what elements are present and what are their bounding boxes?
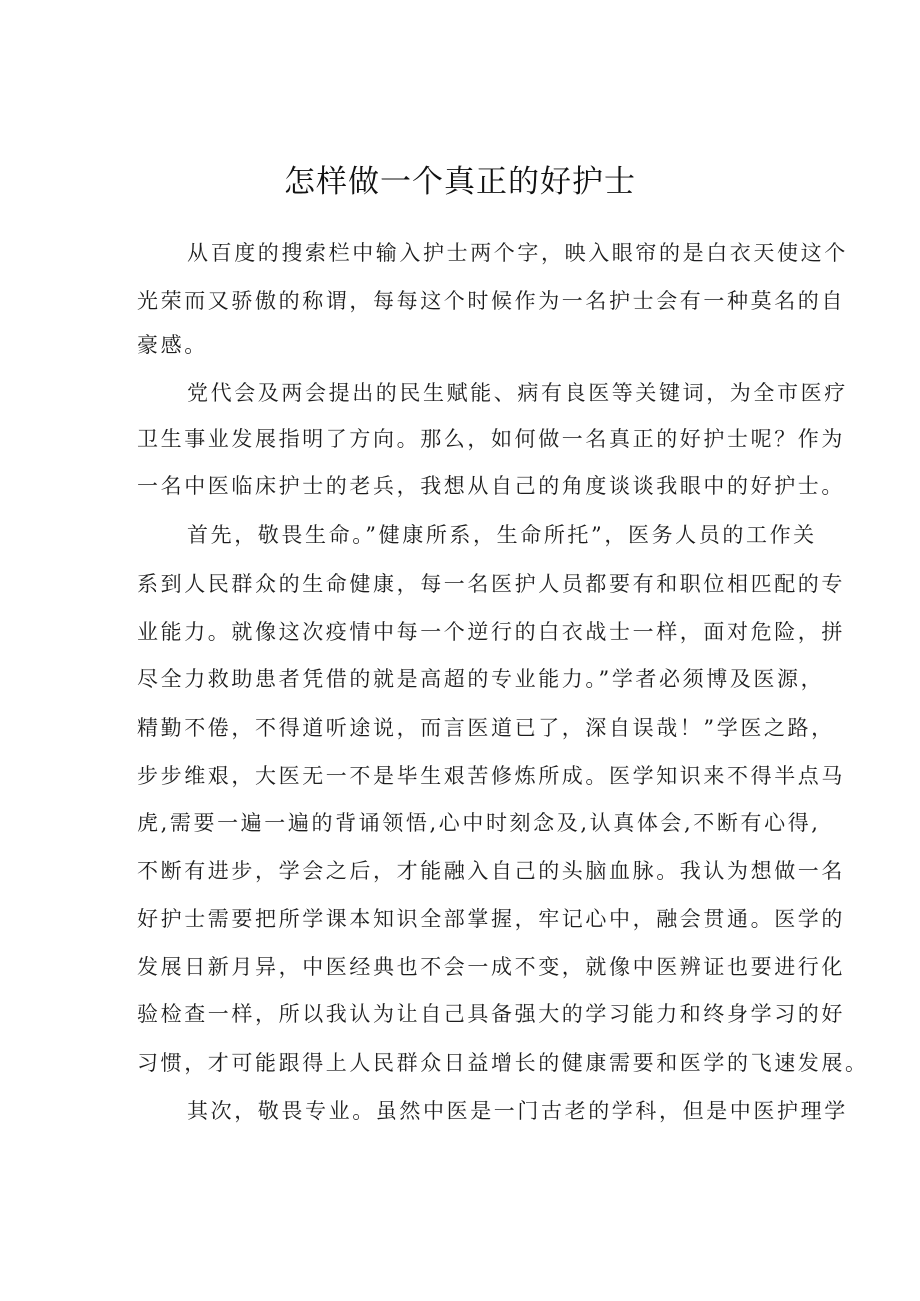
text-line-17: 验检查一样，所以我认为让自己具备强大的学习能力和终身学习的好 (137, 1002, 845, 1026)
text-line-15: 好护士需要把所学课本知识全部掌握，牢记心中，融会贯通。医学的 (137, 907, 845, 931)
text-line-14: 不断有进步，学会之后，才能融入自己的头脑血脉。我认为想做一名 (137, 859, 845, 883)
text-line-9: 业能力。就像这次疫情中每一个逆行的白衣战士一样，面对危险，拼 (137, 620, 845, 644)
text-line-2: 光荣而又骄傲的称谓，每每这个时候作为一名护士会有一种莫名的自 (137, 289, 845, 313)
text-line-16: 发展日新月异，中医经典也不会一成不变，就像中医辨证也要进行化 (137, 955, 845, 979)
text-line-7: 首先，敬畏生命。”健康所系，生命所托”，医务人员的工作关 (187, 523, 817, 547)
text-line-12: 步步维艰，大医无一不是毕生艰苦修炼所成。医学知识来不得半点马 (137, 764, 845, 788)
text-line-11: 精勤不倦，不得道听途说，而言医道已了，深自误哉！”学医之路， (137, 716, 835, 740)
text-line-1: 从百度的搜索栏中输入护士两个字，映入眼帘的是白衣天使这个 (187, 241, 848, 265)
text-line-13: 虎,需要一遍一遍的背诵领悟,心中时刻念及,认真体会,不断有心得, (137, 811, 821, 835)
text-line-6: 一名中医临床护士的老兵，我想从自己的角度谈谈我眼中的好护士。 (137, 474, 845, 498)
text-line-18: 习惯，才可能跟得上人民群众日益增长的健康需要和医学的飞速发展。 (137, 1051, 869, 1075)
text-line-8: 系到人民群众的生命健康，每一名医护人员都要有和职位相匹配的专 (137, 572, 845, 596)
text-line-4: 党代会及两会提出的民生赋能、病有良医等关键词，为全市医疗 (187, 381, 848, 405)
text-line-10: 尽全力救助患者凭借的就是高超的专业能力。”学者必须博及医源， (137, 667, 825, 691)
text-line-3: 豪感。 (137, 333, 208, 357)
text-line-19: 其次，敬畏专业。虽然中医是一门古老的学科，但是中医护理学 (187, 1099, 848, 1123)
text-line-5: 卫生事业发展指明了方向。那么，如何做一名真正的好护士呢？作为 (137, 427, 845, 451)
document-title: 怎样做一个真正的好护士 (284, 164, 636, 200)
